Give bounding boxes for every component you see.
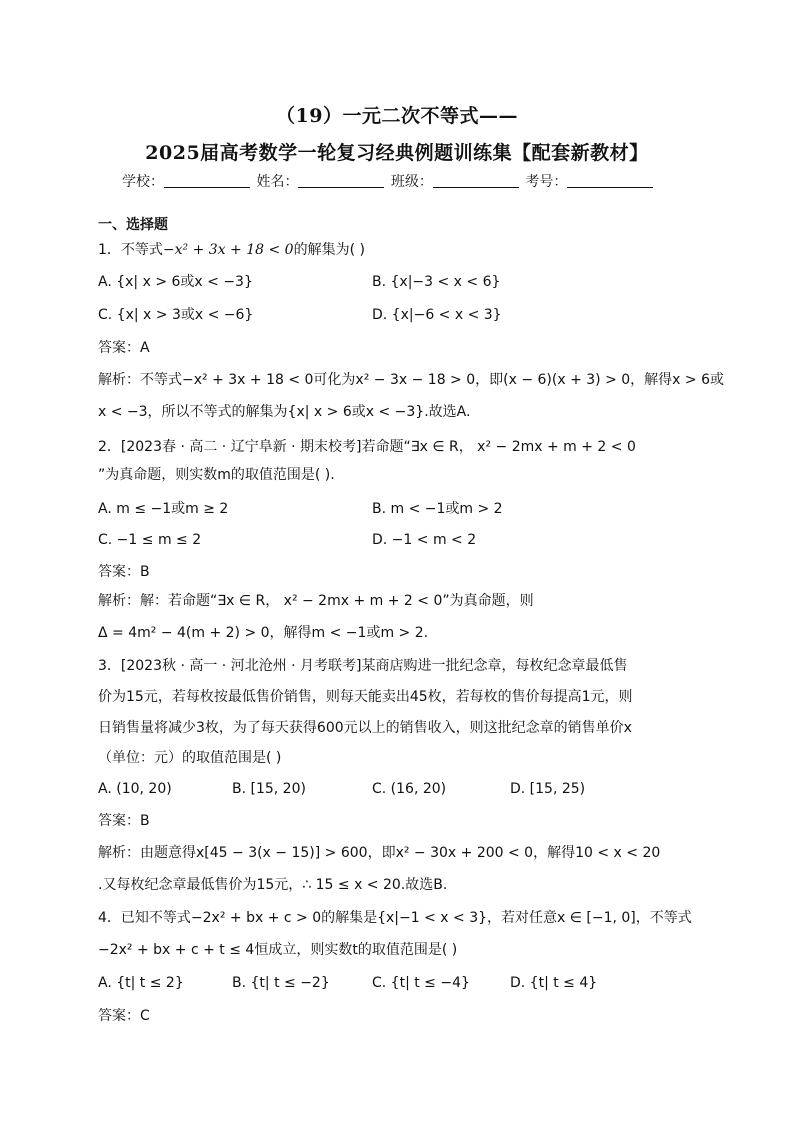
q2-answer: 答案：B [98,564,150,580]
title-line-2: 2025届高考数学一轮复习经典例题训练集【配套新教材】 [145,142,649,164]
q3-stem-line3: 日销售量将减少3枚，为了每天获得600元以上的销售收入，则这批纪念章的销售单价x [98,720,632,736]
q3-options-row [98,779,698,799]
q2-option-a[interactable]: A. m ≤ −1或m ≥ 2 [98,501,229,517]
student-info-row [122,171,682,191]
q3-answer: 答案：B [98,813,150,829]
q2-analysis-line1: 解析：解：若命题“∃x ∈ R， x² − 2mx + m + 2 < 0”为真命题，则 [98,593,534,609]
q2-option-c[interactable]: C. −1 ≤ m ≤ 2 [98,532,202,548]
school-label: 学校： [122,174,164,190]
q1-answer: 答案：A [98,340,150,356]
q1-option-b[interactable]: B. {x|−3 < x < 6} [372,274,501,290]
q3-option-b[interactable]: B. [15, 20) [232,781,306,797]
q1-stem-pre: 1．不等式 [98,242,163,258]
q4-answer: 答案：C [98,1008,150,1024]
class-blank[interactable] [433,173,519,188]
name-blank[interactable] [298,173,384,188]
q3-option-a[interactable]: A. (10, 20) [98,781,172,797]
q3-option-c[interactable]: C. (16, 20) [372,781,447,797]
q4-stem-line1: 4．已知不等式−2x² + bx + c > 0的解集是{x|−1 < x < 3}，若对任意x ∈ [−1, 0]，不等式 [98,910,692,926]
q3-option-d[interactable]: D. [15, 25) [510,781,586,797]
q1-analysis-line1: 解析：不等式−x² + 3x + 18 < 0可化为x² − 3x − 18 > 0，即(x − 6)(x + 3) > 0，解得x > 6或 [98,372,724,388]
q1-option-a[interactable]: A. {x| x > 6或x < −3} [98,274,253,290]
q2-options-row1 [98,499,698,519]
q4-option-b[interactable]: B. {t| t ≤ −2} [232,975,330,991]
name-label: 姓名： [256,174,299,190]
q3-analysis-line2: .又每枚纪念章最低售价为15元，∴ 15 ≤ x < 20.故选B. [98,877,448,893]
q4-options-row [98,973,698,993]
q1-options-row2 [98,305,698,325]
q2-options-row2 [98,530,698,550]
q2-stem-line2: ”为真命题，则实数m的取值范围是( ). [98,467,335,483]
q1-option-d[interactable]: D. {x|−6 < x < 3} [372,307,502,323]
q3-analysis-line1: 解析：由题意得x[45 − 3(x − 15)] > 600，即x² − 30x + 200 < 0，解得10 < x < 20 [98,845,661,861]
q1-stem-math: −x² + 3x + 18 < 0 [162,242,294,258]
q4-option-d[interactable]: D. {t| t ≤ 4} [510,975,598,991]
q4-option-a[interactable]: A. {t| t ≤ 2} [98,975,184,991]
q3-stem-line1: 3．[2023秋 · 高一 · 河北沧州 · 月考联考]某商店购进一批纪念章，每枚纪念章最低售 [98,658,628,674]
exam-number-blank[interactable] [567,173,653,188]
q1-stem-post: 的解集为( ) [293,242,365,258]
exam-number-label: 考号： [525,174,568,190]
q2-option-d[interactable]: D. −1 < m < 2 [372,532,477,548]
q1-options-row1 [98,272,698,292]
class-label: 班级： [390,174,433,190]
q4-option-c[interactable]: C. {t| t ≤ −4} [372,975,470,991]
q1-analysis-line2: x < −3，所以不等式的解集为{x| x > 6或x < −3}.故选A. [98,404,471,420]
title-line-1: （19）一元二次不等式—— [276,105,518,127]
school-blank[interactable] [164,173,250,188]
q4-stem-line2: −2x² + bx + c + t ≤ 4恒成立，则实数t的取值范围是( ) [98,942,458,958]
q3-stem-line2: 价为15元，若每枚按最低售价销售，则每天能卖出45枚，若每枚的售价每提高1元，则 [98,689,633,705]
q1-stem [98,240,698,260]
q2-stem-line1: 2．[2023春 · 高二 · 辽宁阜新 · 期末校考]若命题“∃x ∈ R， x² − 2mx + m + 2 < 0 [98,439,636,455]
q3-stem-line4: （单位：元）的取值范围是( ) [98,750,282,766]
section-heading: 一、选择题 [98,217,168,233]
q2-analysis-line2: Δ = 4m² − 4(m + 2) > 0，解得m < −1或m > 2. [98,625,429,641]
q1-option-c[interactable]: C. {x| x > 3或x < −6} [98,307,254,323]
q2-option-b[interactable]: B. m < −1或m > 2 [372,501,503,517]
